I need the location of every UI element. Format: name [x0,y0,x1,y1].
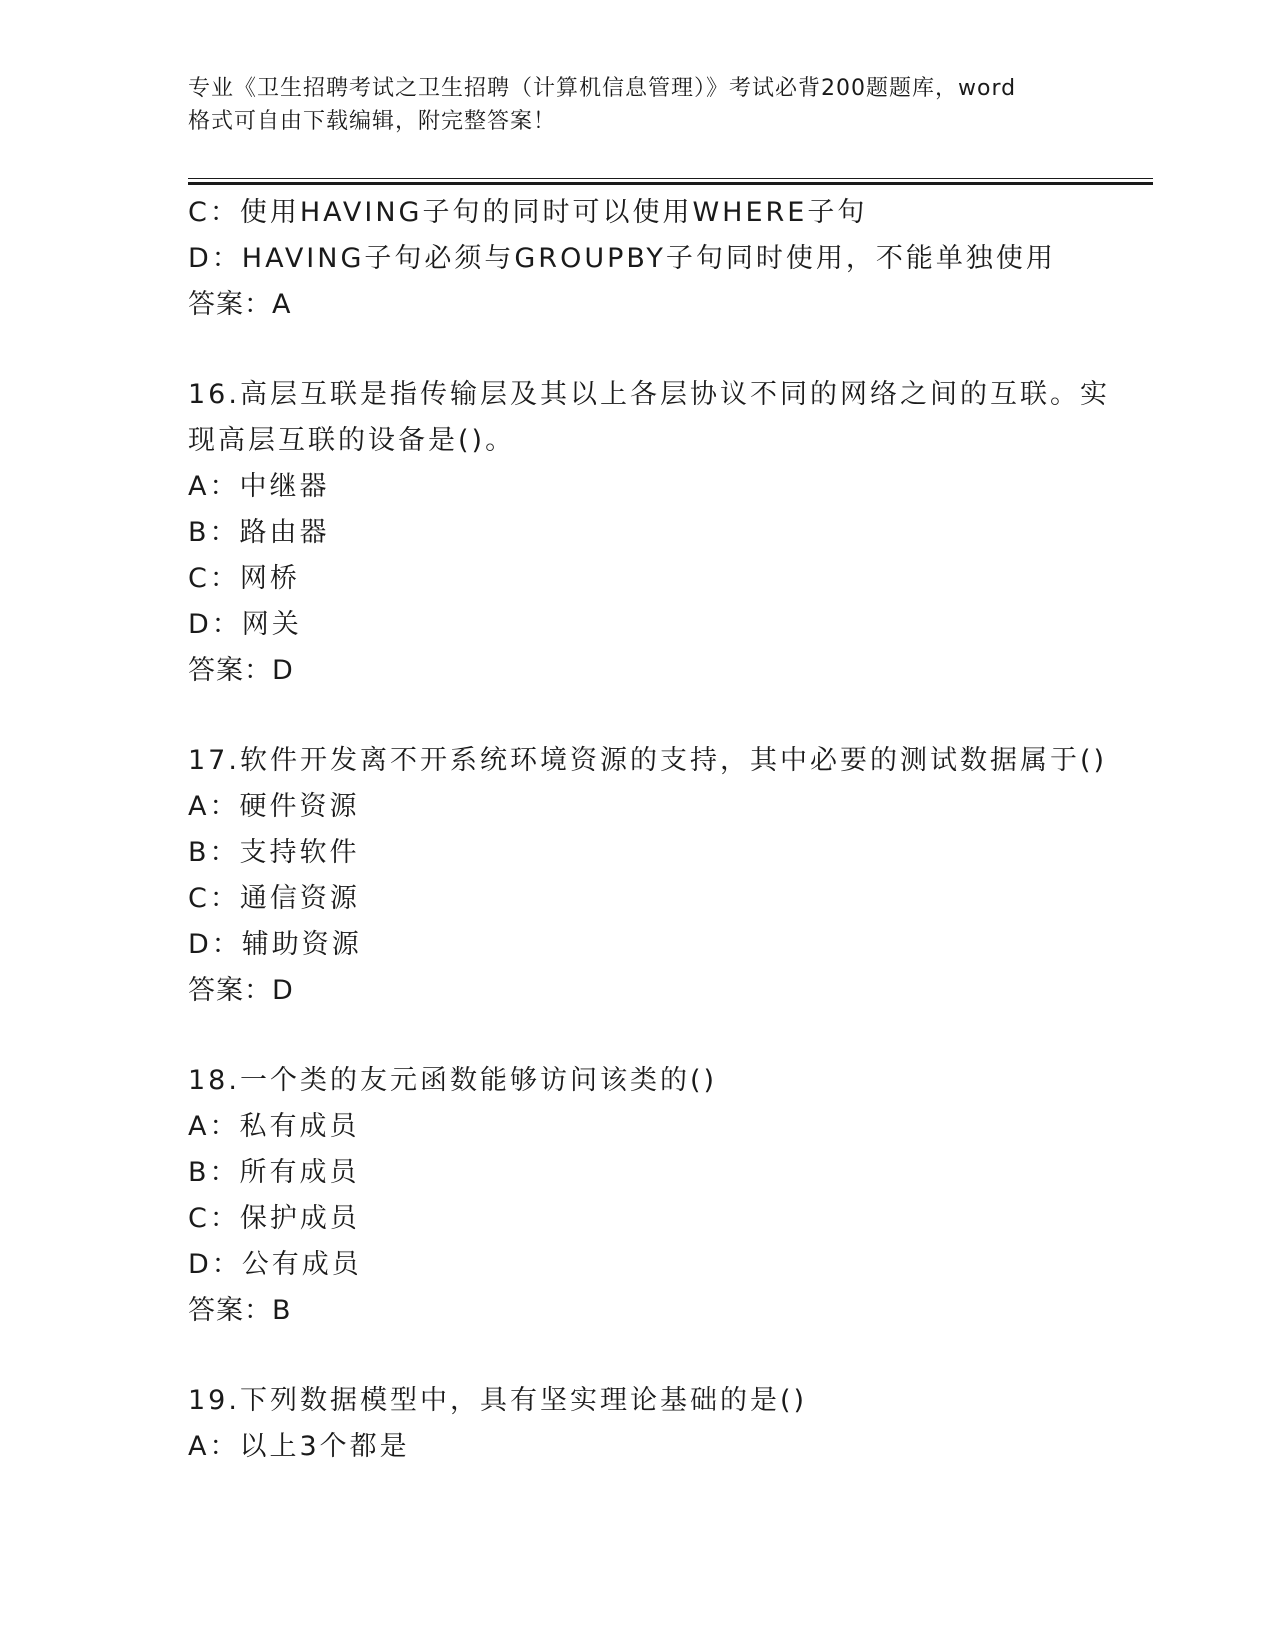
question-18 [188,1058,1148,1334]
header-line-2: 格式可自由下载编辑，附完整答案！ [188,109,557,134]
question-stem: 16.高层互联是指传输层及其以上各层协议不同的网络之间的互联。实 [188,379,1110,410]
option-c: C：使用HAVING子句的同时可以使用WHERE子句 [188,197,868,228]
question-list [188,190,1148,1470]
header-divider-thick [188,182,1153,185]
question-17 [188,738,1148,1014]
option-d: D：网关 [188,609,302,640]
question-16 [188,372,1148,694]
option-b: B：所有成员 [188,1157,360,1188]
answer-label: 答案：D [188,655,294,686]
question-stem-continued: 现高层互联的设备是()。 [188,425,516,456]
question-15-continued [188,190,1148,328]
option-a: A：以上3个都是 [188,1431,410,1462]
option-c: C：通信资源 [188,883,360,914]
header-divider-thin [188,178,1153,179]
document-header [188,72,1088,138]
header-line-1: 专业《卫生招聘考试之卫生招聘（计算机信息管理）》考试必背200题题库，word [188,76,1017,101]
answer-label: 答案：B [188,1295,292,1326]
option-d: D：公有成员 [188,1249,362,1280]
question-19 [188,1378,1148,1470]
answer-label: 答案：D [188,975,294,1006]
question-stem: 17.软件开发离不开系统环境资源的支持，其中必要的测试数据属于() [188,745,1108,776]
option-b: B：支持软件 [188,837,360,868]
option-a: A：硬件资源 [188,791,360,822]
option-a: A：私有成员 [188,1111,360,1142]
option-c: C：网桥 [188,563,300,594]
option-d: D：辅助资源 [188,929,362,960]
option-b: B：路由器 [188,517,330,548]
option-c: C：保护成员 [188,1203,360,1234]
answer-label: 答案：A [188,289,292,320]
option-d: D：HAVING子句必须与GROUPBY子句同时使用，不能单独使用 [188,243,1056,274]
option-a: A：中继器 [188,471,330,502]
question-stem: 19.下列数据模型中，具有坚实理论基础的是() [188,1385,808,1416]
question-stem: 18.一个类的友元函数能够访问该类的() [188,1065,718,1096]
